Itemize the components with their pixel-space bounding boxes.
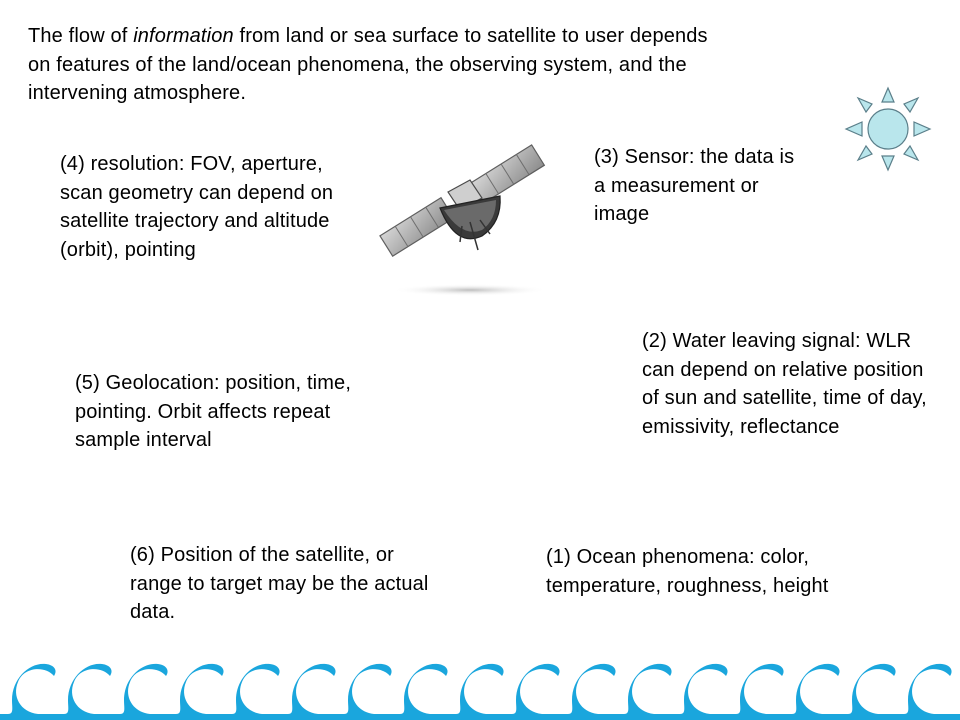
wave-curl-hole [532, 683, 550, 701]
wave-curl-hole [812, 683, 830, 701]
resolution-note: (4) resolution: FOV, aperture, scan geometry can depend on satellite trajectory and altitude (orbit), pointing [60, 153, 334, 261]
wave-curl-hole [700, 683, 718, 701]
wave-curl [0, 664, 10, 720]
satellite-icon [378, 130, 553, 300]
wave-curl-hole [84, 683, 102, 701]
wave-curl-hole [28, 683, 46, 701]
wave-curl-hole [196, 683, 214, 701]
wave-curl-hole [924, 683, 942, 701]
wave-curl-hole [476, 683, 494, 701]
water-leaving-note: (2) Water leaving signal: WLR can depend on relative position of sun and satellite, time of day, emissivity, reflectance [642, 330, 927, 438]
sensor-note: (3) Sensor: the data is a measurement or image [594, 146, 795, 225]
wave-curl-hole [308, 683, 326, 701]
position-note: (6) Position of the satellite, or range to target may be the actual data. [130, 544, 429, 623]
intro-text [28, 22, 728, 108]
wave-curl-hole [868, 683, 886, 701]
wave-curl-hole [140, 683, 158, 701]
wave-curl-hole [252, 683, 270, 701]
wave-band [0, 714, 960, 720]
sun-icon [842, 86, 934, 172]
intro-italic: information [133, 25, 234, 47]
ocean-note: (1) Ocean phenomena: color, temperature, roughness, height [546, 546, 829, 597]
geolocation-note: (5) Geolocation: position, time, pointing. Orbit affects repeat sample interval [75, 372, 352, 451]
wave-curl-hole [588, 683, 606, 701]
intro-after: from land or sea surface to satellite to user depends on features of the land/ocean phenomena, the observing system, and the intervening atmosphere. [28, 25, 708, 104]
wave-icon [0, 660, 960, 720]
wave-curl-hole [364, 683, 382, 701]
wave-curl-hole [420, 683, 438, 701]
intro-before: The flow of [28, 25, 134, 47]
wave-curl-hole [644, 683, 662, 701]
wave-curl-hole [756, 683, 774, 701]
